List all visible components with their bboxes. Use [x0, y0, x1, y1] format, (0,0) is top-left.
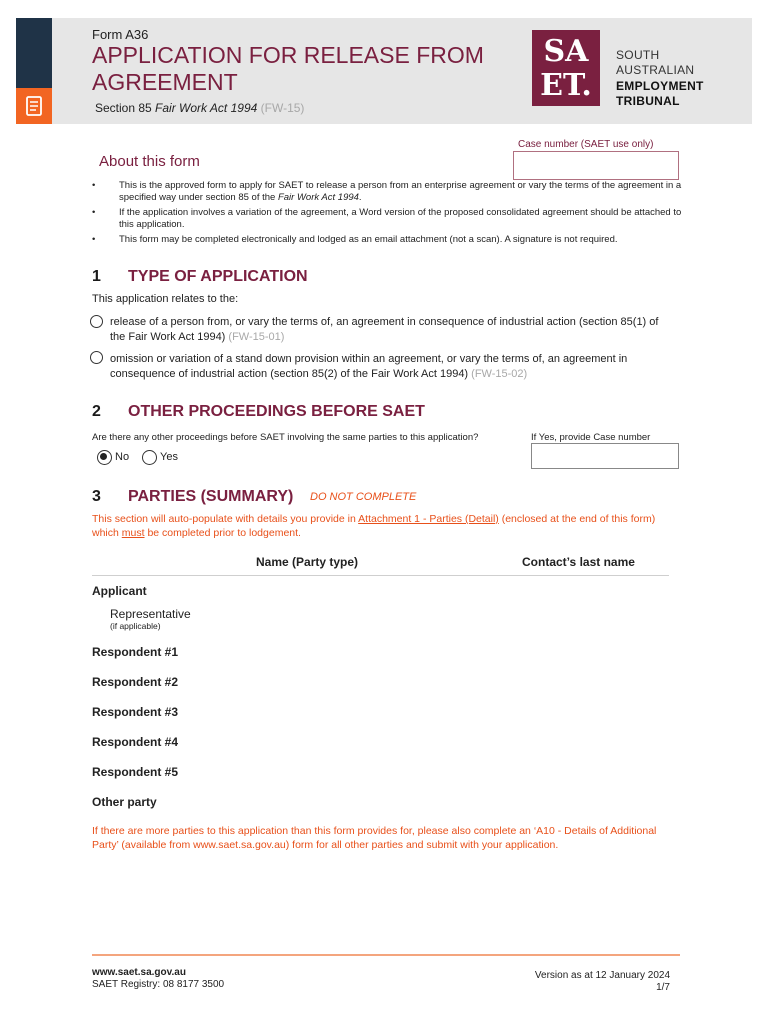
- no-label: No: [115, 451, 130, 463]
- footer-rule: [92, 954, 680, 956]
- saet-logo: [532, 30, 600, 106]
- about-heading: About this form: [99, 153, 200, 170]
- subtitle: [95, 101, 304, 115]
- yes-label: Yes: [160, 451, 178, 463]
- option-stand-down-text: omission or variation of a stand down provision within an agreement, or vary the terms of, an agreement in consequence of industrial action (section 85(2) of the Fair Work Act 1994): [110, 353, 628, 380]
- about-bullet-1-text: This is the approved form to apply for SAET to release a person from an enterprise agreement or vary the terms of the agreement in a specified way under section 85 of the: [119, 180, 682, 203]
- section-3-number: 3: [92, 488, 101, 505]
- logo-text: SA ET.: [540, 34, 592, 103]
- section-2-number: 2: [92, 403, 101, 420]
- page-number: 1/7: [656, 982, 670, 993]
- option-release-text: release of a person from, or vary the terms of, an agreement in consequence of industrial action (section 85(1) of the Fair Work Act 1994): [110, 316, 659, 343]
- form-code: Form A36: [92, 27, 149, 42]
- case-number-label: Case number (SAET use only): [518, 139, 654, 150]
- option-stand-down-code: (FW-15-02): [468, 368, 528, 380]
- column-header-name: Name (Party type): [256, 555, 359, 569]
- case-number-field[interactable]: [513, 151, 679, 180]
- party-respondent-5: Respondent #5: [92, 765, 179, 779]
- other-case-number-field[interactable]: [531, 443, 679, 469]
- note-part-b: (enclosed at the end of this form) which: [92, 513, 656, 539]
- document-icon: [16, 88, 52, 124]
- logo-line-employment: EMPLOYMENT: [616, 79, 704, 93]
- section-3-title: PARTIES (SUMMARY): [128, 488, 294, 505]
- note-must: must: [121, 527, 145, 539]
- about-bullet-1-act: Fair Work Act 1994: [277, 192, 359, 203]
- party-respondent-1: Respondent #1: [92, 645, 179, 659]
- footer-version: Version as at 12 January 2024: [534, 970, 670, 981]
- table-header-rule: [92, 575, 669, 576]
- page-title: APPLICATION FOR RELEASE FROM AGREEMENT: [92, 42, 484, 95]
- party-representative: Representative: [110, 607, 191, 621]
- section-1-number: 1: [92, 268, 101, 285]
- about-bullets: [92, 180, 682, 249]
- yes-radio[interactable]: [142, 450, 157, 465]
- column-header-contact: Contact’s last name: [522, 555, 635, 569]
- representative-note: (if applicable): [110, 621, 161, 631]
- other-case-label: If Yes, provide Case number: [531, 432, 651, 443]
- option-stand-down-radio[interactable]: [90, 351, 103, 364]
- note-part-c: be completed prior to lodgement.: [144, 527, 301, 539]
- subtitle-code: (FW-15): [257, 101, 305, 115]
- about-bullet-1-end: .: [358, 192, 362, 203]
- logo-wordmark-bottom: [616, 79, 704, 109]
- logo-wordmark-top: [616, 48, 694, 78]
- option-release-code: (FW-15-01): [225, 331, 285, 343]
- section-2-question: Are there any other proceedings before SAET involving the same parties to this application?: [92, 432, 479, 443]
- additional-parties-note: If there are more parties to this application than this form provides for, please also complete an ‘A10 - Details of Additional Party’ (available from www.saet.sa.gov.au) form for all other parties and submit with your application.: [92, 825, 657, 851]
- option-stand-down-label: [110, 352, 665, 382]
- subtitle-act: Fair Work Act 1994: [155, 101, 258, 115]
- note-part-a: This section will auto-populate with details you provide in: [92, 513, 359, 525]
- logo-line-tribunal: TRIBUNAL: [616, 94, 680, 108]
- party-respondent-4: Respondent #4: [92, 735, 179, 749]
- logo-line-australian: AUSTRALIAN: [616, 63, 695, 77]
- do-not-complete-note: DO NOT COMPLETE: [310, 491, 417, 503]
- section-2-title: OTHER PROCEEDINGS BEFORE SAET: [128, 403, 425, 420]
- option-release-label: [110, 315, 665, 345]
- about-bullet-1: [92, 180, 682, 204]
- footer-registry: SAET Registry: 08 8177 3500: [92, 979, 225, 990]
- about-bullet-3: • This form may be completed electronically and lodged as an email attachment (not a scan). A signature is not required.: [92, 234, 682, 246]
- auto-populate-note: [92, 512, 672, 540]
- party-respondent-2: Respondent #2: [92, 675, 179, 689]
- party-applicant: Applicant: [92, 584, 147, 598]
- section-1-intro: This application relates to the:: [92, 293, 239, 305]
- section-1-title: TYPE OF APPLICATION: [128, 268, 308, 285]
- about-bullet-2: • If the application involves a variation of the agreement, a Word version of the proposed consolidated agreement should be attached to this application.: [92, 207, 682, 231]
- party-respondent-3: Respondent #3: [92, 705, 179, 719]
- party-other: Other party: [92, 795, 157, 809]
- footer-website[interactable]: www.saet.sa.gov.au: [92, 967, 186, 978]
- subtitle-prefix: Section 85: [95, 101, 156, 115]
- no-radio[interactable]: [97, 450, 112, 465]
- attachment-link[interactable]: Attachment 1 - Parties (Detail): [358, 513, 499, 525]
- logo-line-south: SOUTH: [616, 48, 660, 62]
- option-release-radio[interactable]: [90, 315, 103, 328]
